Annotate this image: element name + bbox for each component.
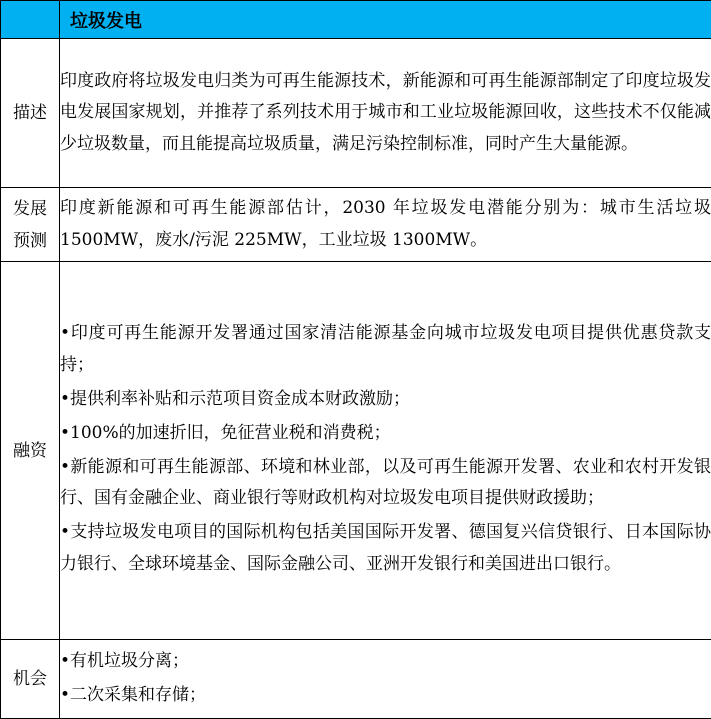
- list-item: •新能源和可再生能源部、环境和林业部，以及可再生能源开发署、农业和农村开发银行、国有金融企业、商业银行等财政机构对垃圾发电项目提供财政援助；: [60, 452, 711, 516]
- list-item: •有机垃圾分离；: [60, 644, 711, 678]
- row-label-forecast-line2: 预测: [1, 225, 59, 257]
- row-content-opportunity: [60, 640, 711, 719]
- row-content-description: 印度政府将垃圾发电归类为可再生能源技术，新能源和可再生能源部制定了印度垃圾发电发展国家规划，并推荐了系列技术用于城市和工业垃圾能源回收，这些技术不仅能减少垃圾数量，而且能提高垃圾质量，满足污染控制标准，同时产生大量能源。: [60, 39, 711, 188]
- table-title: 垃圾发电: [60, 1, 711, 39]
- row-label-opportunity: 机会: [1, 640, 60, 719]
- list-item: •100%的加速折旧，免征营业税和消费税；: [60, 418, 711, 450]
- header-corner-cell: [1, 1, 60, 39]
- table-row-financing: [1, 262, 711, 640]
- list-item: •提供利率补贴和示范项目资金成本财政激励；: [60, 384, 711, 416]
- table-row-description: [1, 39, 711, 188]
- row-label-description: 描述: [1, 39, 60, 188]
- table-header-row: [1, 1, 711, 39]
- list-item: •支持垃圾发电项目的国际机构包括美国国际开发署、德国复兴信贷银行、日本国际协力银行、全球环境基金、国际金融公司、亚洲开发银行和美国进出口银行。: [60, 517, 711, 581]
- table-row-forecast: [1, 188, 711, 262]
- row-content-forecast: 印度新能源和可再生能源部估计，2030 年垃圾发电潜能分别为：城市生活垃圾 1500MW，废水/污泥 225MW，工业垃圾 1300MW。: [60, 188, 711, 262]
- list-item: •二次采集和存储；: [60, 678, 711, 712]
- row-label-forecast: [1, 188, 60, 262]
- row-label-financing: 融资: [1, 262, 60, 640]
- table-row-opportunity: [1, 640, 711, 719]
- row-content-financing: [60, 262, 711, 640]
- list-item: •印度可再生能源开发署通过国家清洁能源基金向城市垃圾发电项目提供优惠贷款支持；: [60, 318, 711, 382]
- row-label-forecast-line1: 发展: [1, 193, 59, 225]
